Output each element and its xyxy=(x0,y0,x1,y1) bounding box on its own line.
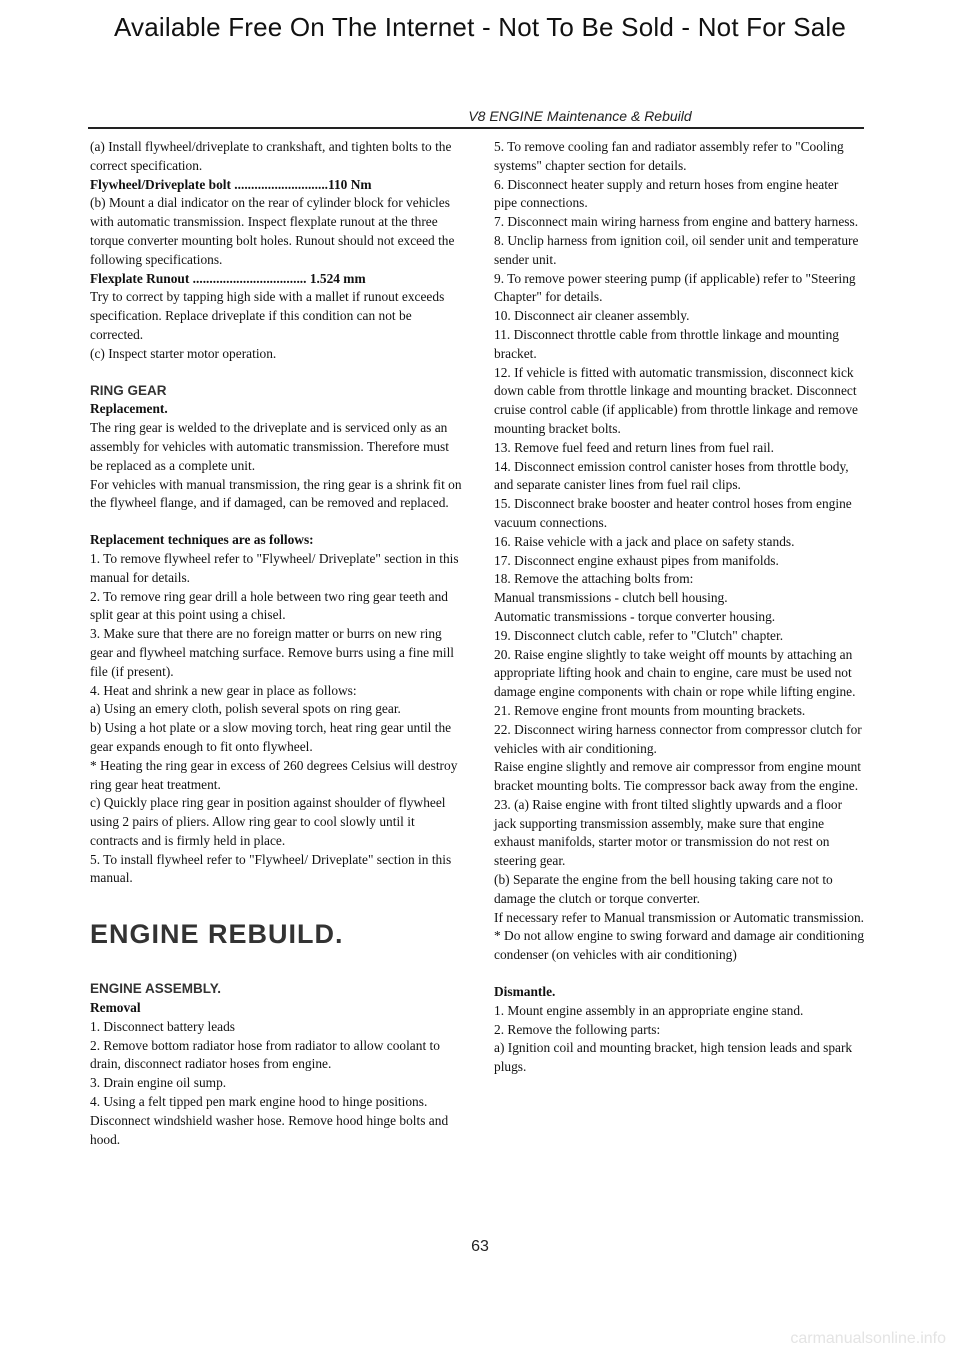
step: a) Using an emery cloth, polish several spots on ring gear. xyxy=(90,701,401,717)
step: 2. Remove bottom radiator hose from radiator to allow coolant to drain, disconnect radiator hoses from engine. xyxy=(90,1037,440,1072)
step: 15. Disconnect brake booster and heater control hoses from engine vacuum connections. xyxy=(494,496,852,530)
step: 20. Raise engine slightly to take weight off mounts by attaching an appropriate lifting hook and chain to engine, care must be used not damage engine components with chain or rope while lifting engine. xyxy=(494,646,856,700)
paragraph: For vehicles with manual transmission, the ring gear is a shrink fit on the flywheel flange, and if damaged, can be removed and replaced. xyxy=(90,476,462,511)
section-heading-engine-assembly: ENGINE ASSEMBLY. xyxy=(90,981,222,997)
step: 2. Remove the following parts: xyxy=(494,1021,661,1037)
step: 2. To remove ring gear drill a hole between two ring gear teeth and split gear at this point using a chisel. xyxy=(90,588,449,623)
step: 5. To install flywheel refer to "Flywheel/ Driveplate" section in this manual. xyxy=(90,851,452,886)
step: 1. Mount engine assembly in an appropriate engine stand. xyxy=(494,1002,804,1018)
step: 18. Remove the attaching bolts from: xyxy=(494,571,694,587)
spec-line: Flywheel/Driveplate bolt ............................110 Nm xyxy=(90,176,372,192)
step: 1. Disconnect battery leads xyxy=(90,1018,236,1034)
step: 10. Disconnect air cleaner assembly. xyxy=(494,308,690,324)
step: 14. Disconnect emission control canister hoses from throttle body, and separate canister lines from fuel rail clips. xyxy=(494,458,849,493)
step: 1. To remove flywheel refer to "Flywheel/ Driveplate" section in this manual for details. xyxy=(90,550,459,585)
step: Manual transmissions - clutch bell housing. xyxy=(494,590,728,606)
step: 3. Drain engine oil sump. xyxy=(90,1075,227,1091)
step: Automatic transmissions - torque converter housing. xyxy=(494,608,776,624)
step: 3. Make sure that there are no foreign matter or burrs on new ring gear and flywheel matching surface. Remove burrs using a fine mill file (if present). xyxy=(90,626,455,679)
step: 21. Remove engine front mounts from mounting brackets. xyxy=(494,702,806,718)
left-column xyxy=(90,138,462,1149)
running-header: V8 ENGINE Maintenance & Rebuild xyxy=(468,108,692,124)
step: 16. Raise vehicle with a jack and place on safety stands. xyxy=(494,533,795,549)
paragraph: (b) Mount a dial indicator on the rear of cylinder block for vehicles with automatic transmission. Inspect flexplate runout at the three torque converter mounting bolt holes. Runout should not exceed the following specifications. xyxy=(90,195,455,267)
step: c) Quickly place ring gear in position against shoulder of flywheel using 2 pairs of pliers. Allow ring gear to cool slowly until it contracts and is firmly held in place. xyxy=(90,795,446,848)
footer-watermark: carmanualsonline.info xyxy=(790,1330,946,1347)
header-rule xyxy=(88,127,864,129)
note: * Heating the ring gear in excess of 260 degrees Celsius will destroy ring gear heat treatment. xyxy=(90,757,458,792)
step: 11. Disconnect throttle cable from throttle linkage and mounting bracket. xyxy=(494,326,839,361)
step: 5. To remove cooling fan and radiator assembly refer to "Cooling systems" chapter section for details. xyxy=(494,139,844,173)
subheading-dismantle: Dismantle. xyxy=(494,984,556,1000)
step: If necessary refer to Manual transmission or Automatic transmission. xyxy=(494,909,865,925)
page-number: 63 xyxy=(471,1238,489,1255)
step: 12. If vehicle is fitted with automatic transmission, disconnect kick down cable from throttle linkage and mounting bracket. Disconnect cruise control cable (if applicable) from throttle linkage and remove mounting bracket bolts. xyxy=(494,364,858,436)
chapter-heading-engine-rebuild: ENGINE REBUILD. xyxy=(90,919,344,950)
subheading-replacement: Replacement. xyxy=(90,401,168,417)
paragraph: Try to correct by tapping high side with a mallet if runout exceeds specification. Replace driveplate if this condition can not be corrected. xyxy=(90,289,445,342)
step: b) Using a hot plate or a slow moving torch, heat ring gear until the gear expands enough to fit onto flywheel. xyxy=(90,720,452,754)
step: 23. (a) Raise engine with front tilted slightly upwards and a floor jack supporting transmission assembly, make sure that engine exhaust manifolds, starter motor or transmission do not rest on steering gear. xyxy=(494,796,843,869)
step: Raise engine slightly and remove air compressor from engine mount bracket mounting bolts. Tie compressor back away from the engine. xyxy=(494,759,862,794)
paragraph: The ring gear is welded to the driveplate and is serviced only as an assembly for vehicles with automatic transmission. Therefore must be replaced as a complete unit. xyxy=(90,420,449,473)
spec-line: Flexplate Runout .................................. 1.524 mm xyxy=(90,270,366,286)
step: 17. Disconnect engine exhaust pipes from manifolds. xyxy=(494,552,779,568)
paragraph: (c) Inspect starter motor operation. xyxy=(90,345,277,361)
step: 9. To remove power steering pump (if applicable) refer to "Steering Chapter" for details. xyxy=(494,270,856,305)
step: (b) Separate the engine from the bell housing taking care not to damage the clutch or torque converter. xyxy=(494,872,833,906)
step: a) Ignition coil and mounting bracket, high tension leads and spark plugs. xyxy=(494,1040,853,1075)
note: * Do not allow engine to swing forward and damage air conditioning condenser (on vehicles with air conditioning) xyxy=(494,928,865,963)
paragraph: (a) Install flywheel/driveplate to crankshaft, and tighten bolts to the correct specification. xyxy=(90,139,452,173)
step: 7. Disconnect main wiring harness from engine and battery harness. xyxy=(494,214,859,230)
step: 19. Disconnect clutch cable, refer to "Clutch" chapter. xyxy=(494,627,784,643)
right-column xyxy=(494,138,864,1077)
section-heading-ring-gear: RING GEAR xyxy=(90,382,167,398)
subheading-removal: Removal xyxy=(90,1000,141,1016)
step: 22. Disconnect wiring harness connector from compressor clutch for vehicles with air conditioning. xyxy=(494,721,862,756)
step: 6. Disconnect heater supply and return hoses from engine heater pipe connections. xyxy=(494,176,839,211)
step: 13. Remove fuel feed and return lines from fuel rail. xyxy=(494,439,774,455)
step: 8. Unclip harness from ignition coil, oil sender unit and temperature sender unit. xyxy=(494,232,859,267)
subheading-techniques: Replacement techniques are as follows: xyxy=(90,532,314,548)
step: 4. Heat and shrink a new gear in place as follows: xyxy=(90,682,357,698)
step: 4. Using a felt tipped pen mark engine hood to hinge positions. Disconnect windshield washer hose. Remove hood hinge bolts and hood. xyxy=(90,1094,449,1147)
watermark-banner: Available Free On The Internet - Not To Be Sold - Not For Sale xyxy=(113,12,847,42)
